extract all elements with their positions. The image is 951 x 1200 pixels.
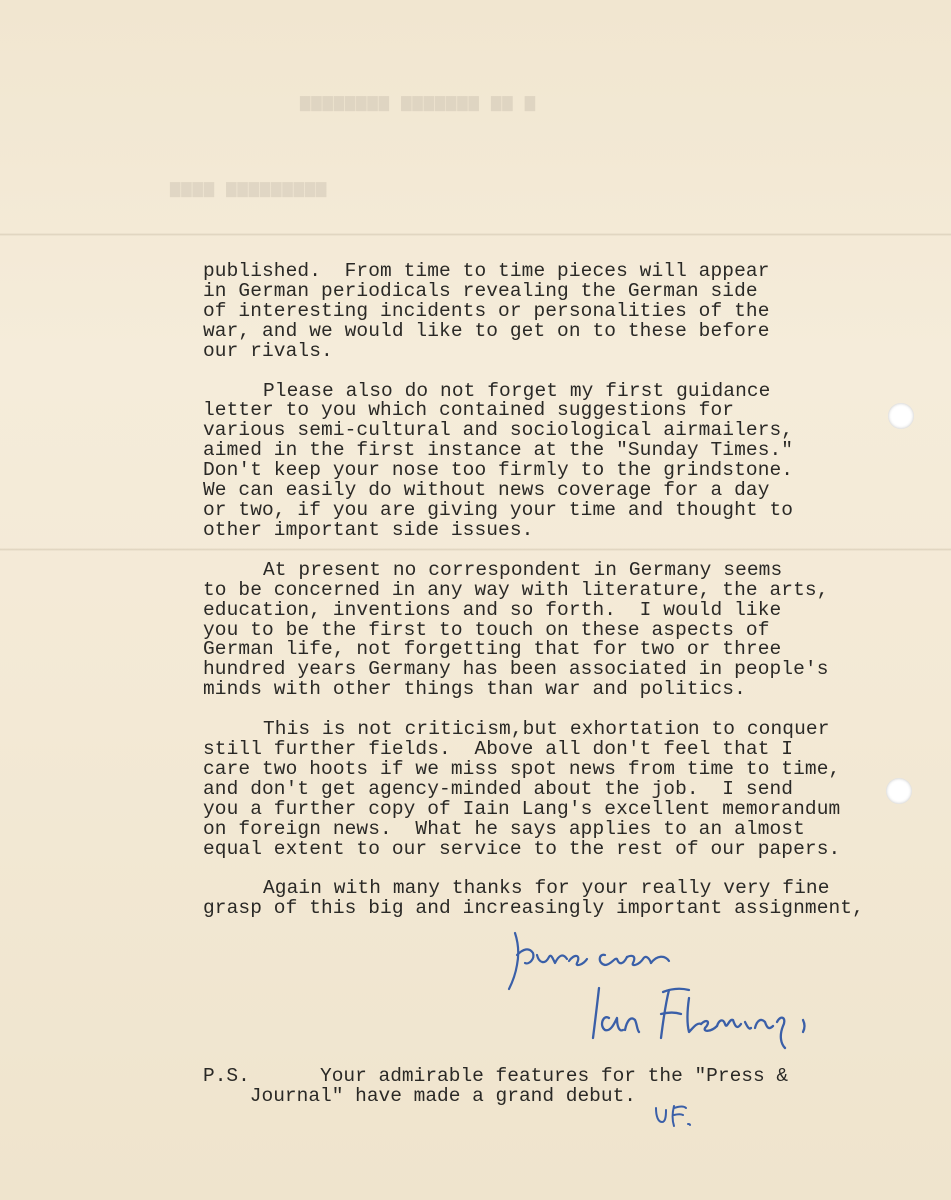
paragraph [203, 879, 903, 919]
text-line: grasp of this big and increasingly important assignment, [203, 897, 864, 920]
text-line: aimed in the first instance at the "Sunday Times." [203, 439, 794, 462]
text-line: This is not criticism,but exhortation to conquer [263, 718, 830, 741]
paragraph [203, 720, 903, 859]
text-line: and don't get agency-minded about the job. I send [203, 777, 794, 800]
text-line: care two hoots if we miss spot news from time to time, [203, 757, 841, 780]
ps-line: Journal" have made a grand debut. [203, 1085, 636, 1107]
text-line: Don't keep your nose too firmly to the grindstone. [203, 459, 794, 482]
text-line: Please also do not forget my first guidance [263, 379, 771, 402]
text-line: We can easily do without news coverage for a day [203, 479, 770, 502]
text-line: in German periodicals revealing the German side [203, 279, 758, 302]
paragraph [203, 558, 903, 701]
text-line: war, and we would like to get on to these before [203, 319, 770, 342]
text-line: published. From time to time pieces will appear [203, 260, 770, 282]
show-through: ▆▆▆▆ ▆▆▆▆▆▆▆▆▆ [170, 178, 328, 198]
text-line: German life, not forgetting that for two or three [203, 638, 782, 661]
handwritten-signature [585, 978, 855, 1053]
text-line: letter to you which contained suggestions for [203, 399, 735, 422]
text-line: to be concerned in any way with literature, the arts, [203, 578, 829, 601]
text-line: you to be the first to touch on these aspects of [203, 618, 770, 641]
paragraph [203, 262, 903, 362]
ps-line: P.S. Your admirable features for the "Press & [203, 1065, 789, 1087]
handwritten-initials [650, 1100, 700, 1130]
text-line: on foreign news. What he says applies to an almost [203, 817, 805, 840]
text-line: Again with many thanks for your really very fine [263, 877, 830, 900]
text-line: minds with other things than war and politics. [203, 678, 746, 701]
text-line: of interesting incidents or personalities of the [203, 299, 770, 322]
postscript [203, 1066, 903, 1106]
text-line: hundred years Germany has been associated in people's [203, 658, 829, 681]
text-line: other important side issues. [203, 518, 534, 541]
text-line: or two, if you are giving your time and thought to [203, 498, 794, 521]
text-line: various semi-cultural and sociological airmailers, [203, 419, 794, 442]
show-through: ▆▆▆▆▆▆▆▆ ▆▆▆▆▆▆▆ ▆▆ ▆ [300, 92, 536, 112]
text-line: education, inventions and so forth. I would like [203, 598, 782, 621]
paragraph [203, 379, 903, 541]
text-line: still further fields. Above all don't feel that I [203, 738, 794, 761]
letter-body [203, 262, 903, 939]
paper-fold [0, 233, 951, 236]
text-line: At present no correspondent in Germany seems [263, 558, 783, 581]
text-line: equal extent to our service to the rest of our papers. [203, 837, 841, 860]
text-line: our rivals. [203, 339, 333, 362]
text-line: you a further copy of Iain Lang's excellent memorandum [203, 797, 841, 820]
